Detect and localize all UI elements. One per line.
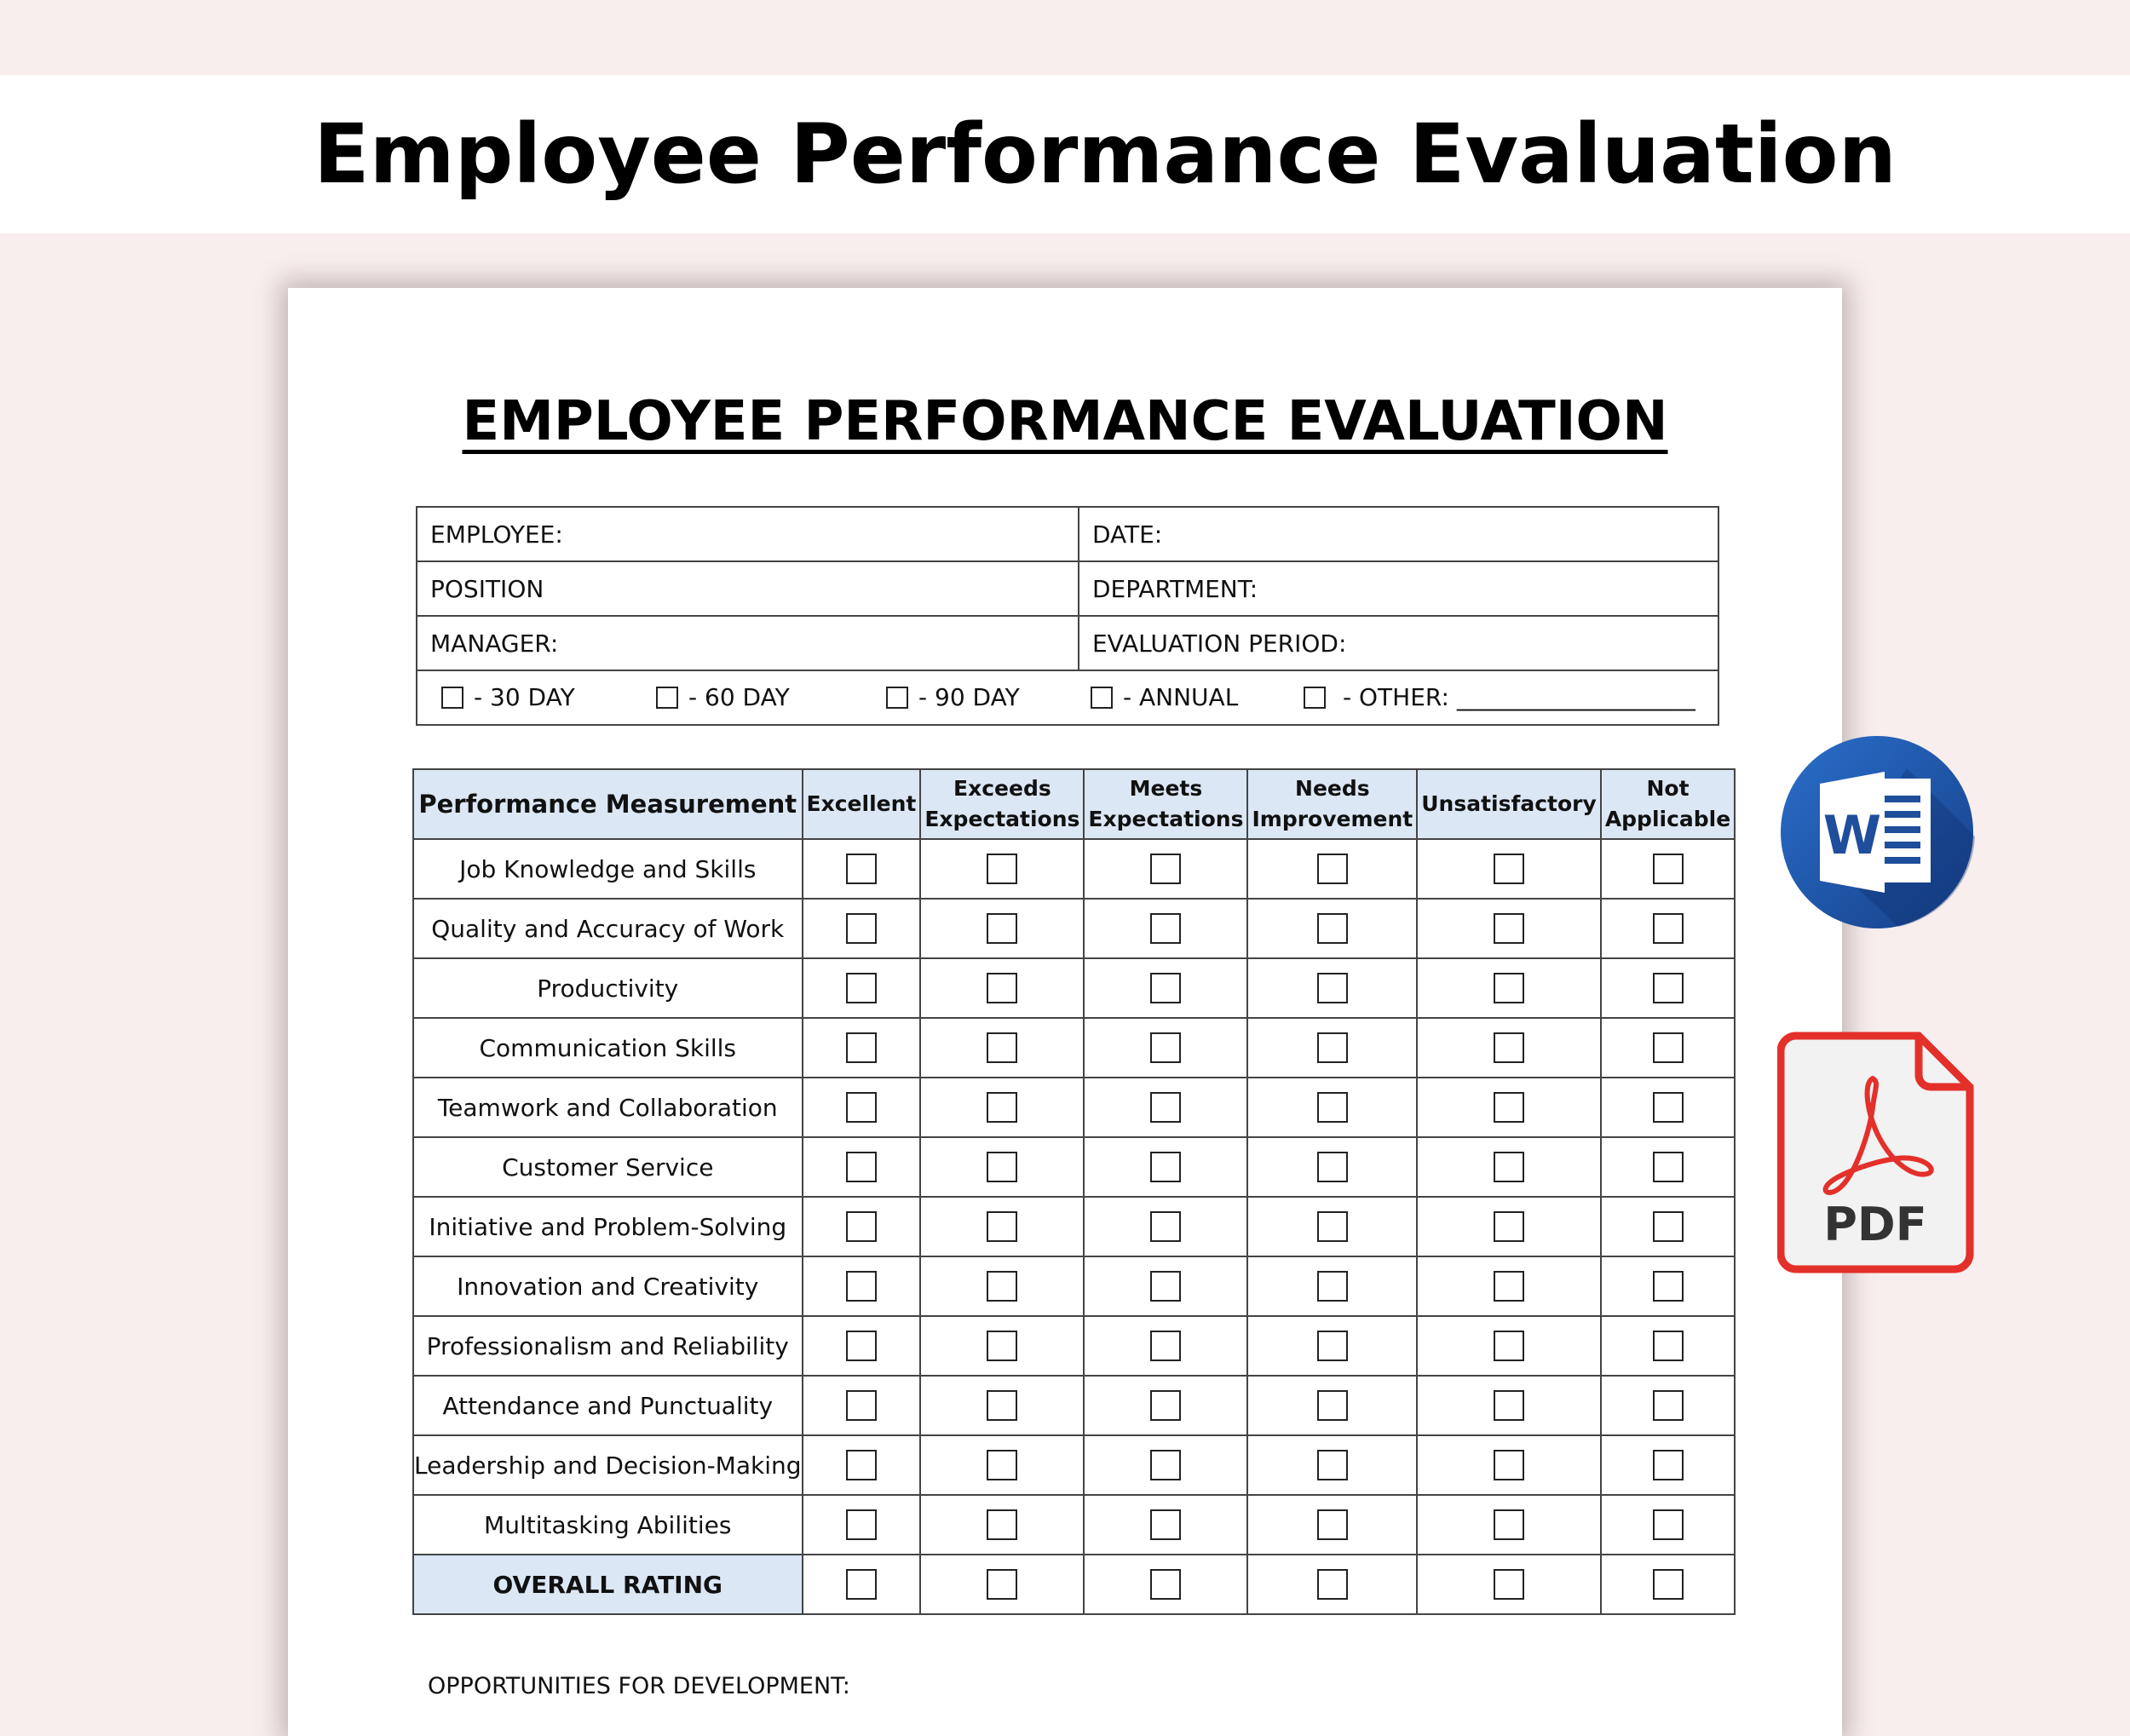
rating-checkbox[interactable] (1317, 1509, 1348, 1540)
rating-cell (920, 1376, 1084, 1435)
rating-checkbox[interactable] (1494, 1032, 1524, 1063)
checkbox-icon[interactable] (1091, 687, 1113, 709)
rating-checkbox[interactable] (1317, 1390, 1348, 1421)
rating-checkbox[interactable] (846, 1331, 877, 1361)
checkbox-icon[interactable] (1304, 687, 1326, 709)
pdf-icon-label: PDF (1823, 1198, 1927, 1251)
employee-info-table (416, 506, 1719, 726)
period-option-annual[interactable]: - ANNUAL (1091, 683, 1238, 711)
rating-checkbox[interactable] (1653, 1450, 1684, 1480)
rating-checkbox[interactable] (1494, 973, 1524, 1003)
period-option-90-day[interactable]: - 90 DAY (886, 683, 1020, 711)
rating-checkbox[interactable] (1150, 1569, 1181, 1600)
measurement-label: Job Knowledge and Skills (413, 839, 803, 899)
checkbox-icon[interactable] (656, 687, 678, 709)
rating-checkbox[interactable] (1494, 913, 1524, 944)
period-option-30-day[interactable]: - 30 DAY (441, 683, 575, 711)
rating-checkbox[interactable] (1653, 854, 1684, 884)
rating-checkbox[interactable] (1150, 1152, 1181, 1182)
measurement-label: Quality and Accuracy of Work (413, 899, 803, 958)
period-option-60-day[interactable]: - 60 DAY (656, 683, 790, 711)
rating-cell (920, 839, 1084, 899)
pdf-icon (1777, 1031, 1975, 1274)
rating-checkbox[interactable] (1150, 1271, 1181, 1302)
rating-checkbox[interactable] (1653, 1211, 1684, 1242)
rating-checkbox[interactable] (1317, 1450, 1348, 1480)
department-field[interactable]: DEPARTMENT: (1079, 561, 1718, 616)
rating-cell (1417, 839, 1601, 899)
rating-cell (803, 1137, 921, 1197)
rating-checkbox[interactable] (1150, 1509, 1181, 1540)
rating-cell (1247, 1495, 1417, 1555)
rating-cell (1247, 839, 1417, 899)
rating-cell (920, 1435, 1084, 1495)
header-meets-expectations: Meets Expectations (1084, 769, 1247, 839)
rating-checkbox[interactable] (1317, 1271, 1348, 1302)
period-options-row (417, 670, 1718, 725)
document-title-text: EMPLOYEE PERFORMANCE EVALUATION (462, 390, 1668, 453)
rating-cell (1084, 1197, 1247, 1256)
rating-checkbox[interactable] (1317, 1032, 1348, 1063)
checkbox-icon[interactable] (441, 687, 463, 709)
rating-checkbox[interactable] (1653, 1390, 1684, 1421)
rating-checkbox[interactable] (846, 1450, 877, 1480)
rating-cell (920, 1495, 1084, 1555)
position-field[interactable]: POSITION (417, 561, 1079, 616)
rating-cell (803, 839, 921, 899)
rating-cell (1084, 1376, 1247, 1435)
table-row (413, 1137, 1735, 1197)
rating-checkbox[interactable] (1494, 1152, 1524, 1182)
rating-cell (1601, 1078, 1735, 1137)
rating-cell (1601, 958, 1735, 1018)
rating-cell (1084, 1078, 1247, 1137)
rating-cell (1084, 1555, 1247, 1614)
table-row (413, 1316, 1735, 1376)
overall-rating-label: OVERALL RATING (413, 1555, 803, 1614)
rating-checkbox[interactable] (987, 973, 1017, 1003)
development-label: OPPORTUNITIES FOR DEVELOPMENT: (428, 1673, 850, 1699)
rating-cell (803, 1197, 921, 1256)
measurement-label: Professionalism and Reliability (413, 1316, 803, 1376)
rating-cell (803, 1078, 921, 1137)
rating-checkbox[interactable] (1653, 1152, 1684, 1182)
table-row (413, 899, 1735, 958)
rating-cell (1601, 1435, 1735, 1495)
date-field[interactable]: DATE: (1079, 507, 1718, 561)
rating-checkbox[interactable] (987, 1211, 1017, 1242)
rating-checkbox[interactable] (1653, 1032, 1684, 1063)
rating-cell (1247, 1137, 1417, 1197)
rating-cell (1417, 958, 1601, 1018)
overall-rating-row (413, 1555, 1735, 1614)
document-title (288, 390, 1842, 453)
rating-checkbox[interactable] (1494, 1569, 1524, 1600)
rating-cell (920, 1316, 1084, 1376)
rating-checkbox[interactable] (1317, 913, 1348, 944)
rating-checkbox[interactable] (1494, 1271, 1524, 1302)
rating-checkbox[interactable] (1653, 973, 1684, 1003)
rating-checkbox[interactable] (1150, 1092, 1181, 1123)
rating-cell (803, 1555, 921, 1614)
rating-cell (1417, 1435, 1601, 1495)
table-row (413, 1018, 1735, 1078)
measurement-label: Productivity (413, 958, 803, 1018)
rating-cell (1084, 1495, 1247, 1555)
evaluation-period-field[interactable]: EVALUATION PERIOD: (1079, 616, 1718, 670)
rating-cell (1601, 1555, 1735, 1614)
rating-cell (1417, 1555, 1601, 1614)
header-unsatisfactory: Unsatisfactory (1417, 769, 1601, 839)
rating-cell (803, 899, 921, 958)
rating-cell (1601, 1495, 1735, 1555)
rating-checkbox[interactable] (1150, 973, 1181, 1003)
rating-cell (1084, 1316, 1247, 1376)
rating-cell (1084, 1256, 1247, 1316)
measurement-label: Communication Skills (413, 1018, 803, 1078)
rating-checkbox[interactable] (987, 1390, 1017, 1421)
rating-checkbox[interactable] (1653, 913, 1684, 944)
measurement-label: Attendance and Punctuality (413, 1376, 803, 1435)
header-row (413, 769, 1735, 839)
rating-cell (1601, 1137, 1735, 1197)
header-needs-improvement: Needs Improvement (1247, 769, 1417, 839)
table-row (413, 1197, 1735, 1256)
rating-checkbox[interactable] (846, 1032, 877, 1063)
title-banner (0, 75, 2130, 233)
checkbox-icon[interactable] (886, 687, 908, 709)
rating-checkbox[interactable] (1317, 973, 1348, 1003)
rating-checkbox[interactable] (846, 1390, 877, 1421)
rating-checkbox[interactable] (1653, 1092, 1684, 1123)
rating-checkbox[interactable] (987, 1152, 1017, 1182)
measurement-label: Innovation and Creativity (413, 1256, 803, 1316)
measurement-label: Teamwork and Collaboration (413, 1078, 803, 1137)
rating-cell (803, 1435, 921, 1495)
rating-checkbox[interactable] (1653, 1569, 1684, 1600)
rating-checkbox[interactable] (846, 1152, 877, 1182)
rating-checkbox[interactable] (1494, 1092, 1524, 1123)
rating-cell (1247, 1197, 1417, 1256)
rating-cell (1084, 839, 1247, 899)
rating-cell (1247, 1078, 1417, 1137)
rating-cell (920, 958, 1084, 1018)
performance-rows (413, 839, 1735, 1614)
rating-checkbox[interactable] (987, 1450, 1017, 1480)
rating-checkbox[interactable] (1494, 854, 1524, 884)
rating-cell (803, 1018, 921, 1078)
rating-cell (1601, 839, 1735, 899)
banner-title: Employee Performance Evaluation (314, 106, 1897, 202)
rating-cell (1601, 1316, 1735, 1376)
rating-cell (1417, 1018, 1601, 1078)
rating-checkbox[interactable] (1150, 854, 1181, 884)
rating-checkbox[interactable] (1150, 1331, 1181, 1361)
rating-checkbox[interactable] (1150, 1211, 1181, 1242)
rating-checkbox[interactable] (1317, 1211, 1348, 1242)
rating-cell (1247, 1555, 1417, 1614)
rating-checkbox[interactable] (846, 1569, 877, 1600)
word-icon-letter: W (1822, 804, 1882, 866)
table-row (413, 839, 1735, 899)
rating-checkbox[interactable] (1653, 1509, 1684, 1540)
rating-checkbox[interactable] (1150, 1450, 1181, 1480)
rating-checkbox[interactable] (1494, 1331, 1524, 1361)
performance-table (412, 768, 1736, 1615)
rating-cell (1084, 1018, 1247, 1078)
rating-checkbox[interactable] (1150, 1032, 1181, 1063)
rating-cell (1601, 899, 1735, 958)
rating-cell (803, 958, 921, 1018)
rating-cell (1247, 1018, 1417, 1078)
rating-cell (803, 1316, 921, 1376)
table-row (413, 1376, 1735, 1435)
rating-checkbox[interactable] (987, 854, 1017, 884)
rating-checkbox[interactable] (987, 913, 1017, 944)
rating-checkbox[interactable] (846, 1271, 877, 1302)
rating-checkbox[interactable] (846, 1211, 877, 1242)
rating-cell (1417, 1495, 1601, 1555)
rating-cell (920, 1197, 1084, 1256)
header-not-applicable: Not Applicable (1601, 769, 1735, 839)
period-option-other[interactable]: - OTHER: ____________________ (1304, 683, 1695, 711)
rating-cell (1417, 1197, 1601, 1256)
rating-cell (1247, 1376, 1417, 1435)
table-row (413, 1495, 1735, 1555)
rating-checkbox[interactable] (846, 913, 877, 944)
measurement-label: Customer Service (413, 1137, 803, 1197)
rating-checkbox[interactable] (987, 1569, 1017, 1600)
table-row (413, 958, 1735, 1018)
measurement-label: Leadership and Decision-Making (413, 1435, 803, 1495)
rating-cell (1601, 1018, 1735, 1078)
rating-cell (920, 1555, 1084, 1614)
rating-checkbox[interactable] (1317, 1331, 1348, 1361)
rating-cell (1247, 958, 1417, 1018)
rating-checkbox[interactable] (1494, 1211, 1524, 1242)
rating-checkbox[interactable] (1317, 854, 1348, 884)
rating-cell (1084, 958, 1247, 1018)
rating-checkbox[interactable] (1494, 1509, 1524, 1540)
employee-field[interactable]: EMPLOYEE: (417, 507, 1079, 561)
rating-checkbox[interactable] (1317, 1092, 1348, 1123)
rating-cell (1084, 1137, 1247, 1197)
table-row (413, 1078, 1735, 1137)
header-excellent: Excellent (803, 769, 921, 839)
table-row (413, 1256, 1735, 1316)
measurement-label: Initiative and Problem-Solving (413, 1197, 803, 1256)
rating-checkbox[interactable] (846, 1509, 877, 1540)
rating-checkbox[interactable] (987, 1271, 1017, 1302)
rating-cell (920, 1078, 1084, 1137)
rating-checkbox[interactable] (987, 1032, 1017, 1063)
rating-cell (1417, 1137, 1601, 1197)
rating-cell (803, 1376, 921, 1435)
word-icon (1779, 734, 1975, 930)
rating-cell (1247, 1435, 1417, 1495)
rating-cell (1084, 899, 1247, 958)
rating-cell (1601, 1376, 1735, 1435)
rating-cell (1417, 1376, 1601, 1435)
rating-cell (1084, 1435, 1247, 1495)
table-row (413, 1435, 1735, 1495)
rating-checkbox[interactable] (846, 973, 877, 1003)
rating-cell (1247, 1316, 1417, 1376)
rating-cell (1417, 1256, 1601, 1316)
rating-checkbox[interactable] (1494, 1450, 1524, 1480)
rating-checkbox[interactable] (1150, 913, 1181, 944)
rating-checkbox[interactable] (987, 1331, 1017, 1361)
rating-cell (1601, 1197, 1735, 1256)
rating-cell (1417, 899, 1601, 958)
rating-checkbox[interactable] (987, 1092, 1017, 1123)
header-exceeds-expectations: Exceeds Expectations (920, 769, 1084, 839)
rating-cell (1247, 899, 1417, 958)
rating-cell (920, 1256, 1084, 1316)
rating-checkbox[interactable] (1653, 1271, 1684, 1302)
rating-checkbox[interactable] (1317, 1152, 1348, 1182)
rating-cell (920, 1137, 1084, 1197)
manager-field[interactable]: MANAGER: (417, 616, 1079, 670)
rating-checkbox[interactable] (987, 1509, 1017, 1540)
rating-checkbox[interactable] (1317, 1569, 1348, 1600)
rating-checkbox[interactable] (1494, 1390, 1524, 1421)
document-sheet (288, 288, 1842, 1736)
rating-cell (803, 1256, 921, 1316)
rating-cell (920, 899, 1084, 958)
rating-checkbox[interactable] (846, 1092, 877, 1123)
rating-cell (1417, 1316, 1601, 1376)
rating-checkbox[interactable] (846, 854, 877, 884)
rating-cell (1247, 1256, 1417, 1316)
rating-checkbox[interactable] (1653, 1331, 1684, 1361)
header-performance-measurement: Performance Measurement (413, 769, 803, 839)
rating-cell (803, 1495, 921, 1555)
rating-cell (1601, 1256, 1735, 1316)
rating-cell (920, 1018, 1084, 1078)
rating-cell (1417, 1078, 1601, 1137)
rating-checkbox[interactable] (1150, 1390, 1181, 1421)
measurement-label: Multitasking Abilities (413, 1495, 803, 1555)
